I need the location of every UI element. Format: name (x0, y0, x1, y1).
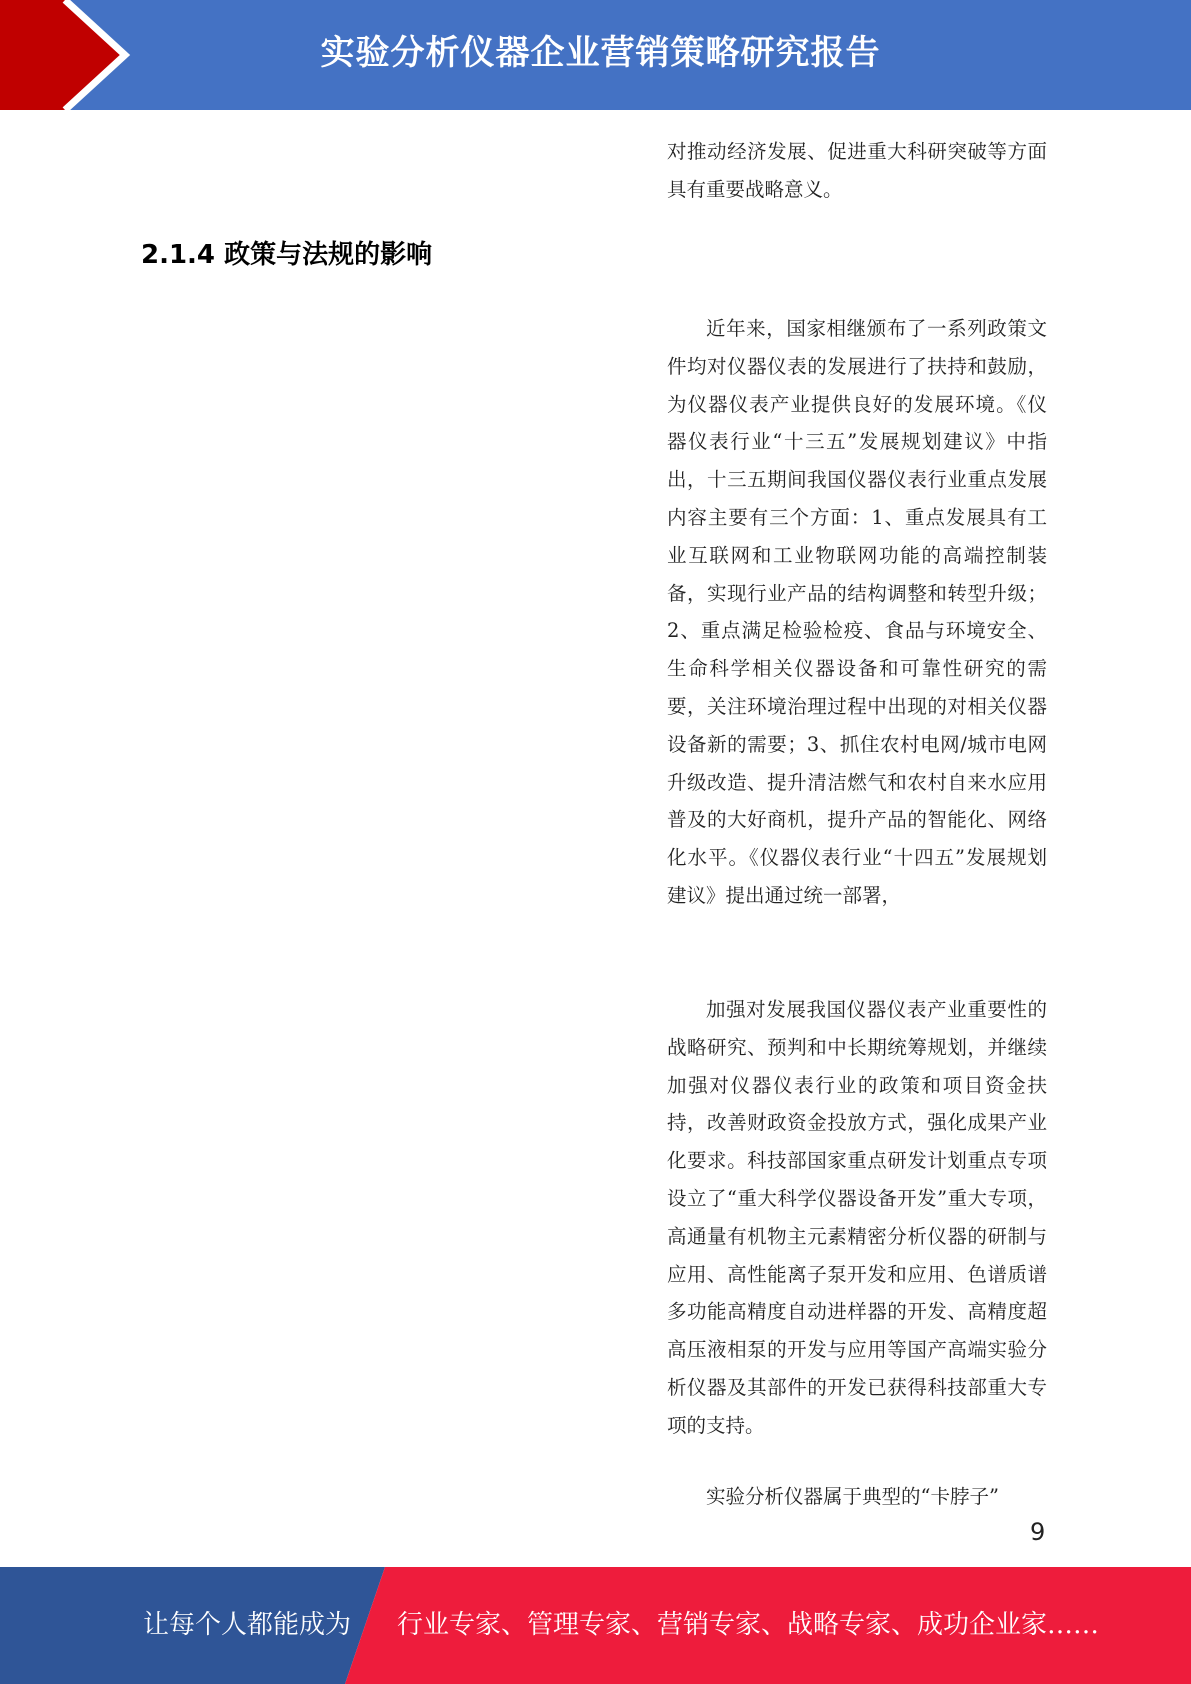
policy-paragraph-1 (667, 310, 1047, 915)
paragraph-text: 近年来，国家相继颁布了一系列政策文件均对仪器仪表的发展进行了扶持和鼓励，为仪器仪表产业提供良好的发展环境。《仪器仪表行业“十三五”发展规划建议》中指出，十三五期间我国仪器仪表行业重点发展内容主要有三个方面：1、重点发展具有工业互联网和工业物联网功能的高端控制装备，实现行业产品的结构调整和转型升级；2、重点满足检验检疫、食品与环境安全、生命科学相关仪器设备和可靠性研究的需要，关注环境治理过程中出现的对相关仪器设备新的需要；3、抓住农村电网/城市电网升级改造、提升清洁燃气和农村自来水应用普及的大好商机，提升产品的智能化、网络化水平。《仪器仪表行业“十四五”发展规划建议》提出通过统一部署， (667, 317, 1047, 907)
policy-paragraph-3 (667, 1478, 1047, 1516)
policy-paragraph-2 (667, 991, 1047, 1445)
paragraph-text: 实验分析仪器属于典型的“卡脖子” (706, 1485, 999, 1508)
page-footer (0, 1567, 1191, 1684)
intro-paragraph (667, 133, 1047, 209)
document-title: 实验分析仪器企业营销策略研究报告 (320, 33, 881, 73)
intro-text: 对推动经济发展、促进重大科研突破等方面具有重要战略意义。 (667, 140, 1047, 201)
header-arrow-icon (0, 0, 160, 110)
header-arrow-red (0, 0, 125, 110)
page-header (0, 0, 1191, 110)
section-heading: 2.1.4 政策与法规的影响 (141, 240, 433, 270)
footer-slogan-right: 行业专家、管理专家、营销专家、战略专家、成功企业家…… (397, 1610, 1100, 1640)
paragraph-text: 加强对发展我国仪器仪表产业重要性的战略研究、预判和中长期统筹规划，并继续加强对仪器仪表行业的政策和项目资金扶持，改善财政资金投放方式，强化成果产业化要求。科技部国家重点研发计划重点专项设立了“重大科学仪器设备开发”重大专项，高通量有机物主元素精密分析仪器的研制与应用、高性能离子泵开发和应用、色谱质谱多功能高精度自动进样器的开发、高精度超高压液相泵的开发与应用等国产高端实验分析仪器及其部件的开发已获得科技部重大专项的支持。 (667, 998, 1047, 1437)
footer-slogan-left: 让每个人都能成为 (143, 1610, 352, 1640)
page-number: 9 (1030, 1518, 1046, 1546)
